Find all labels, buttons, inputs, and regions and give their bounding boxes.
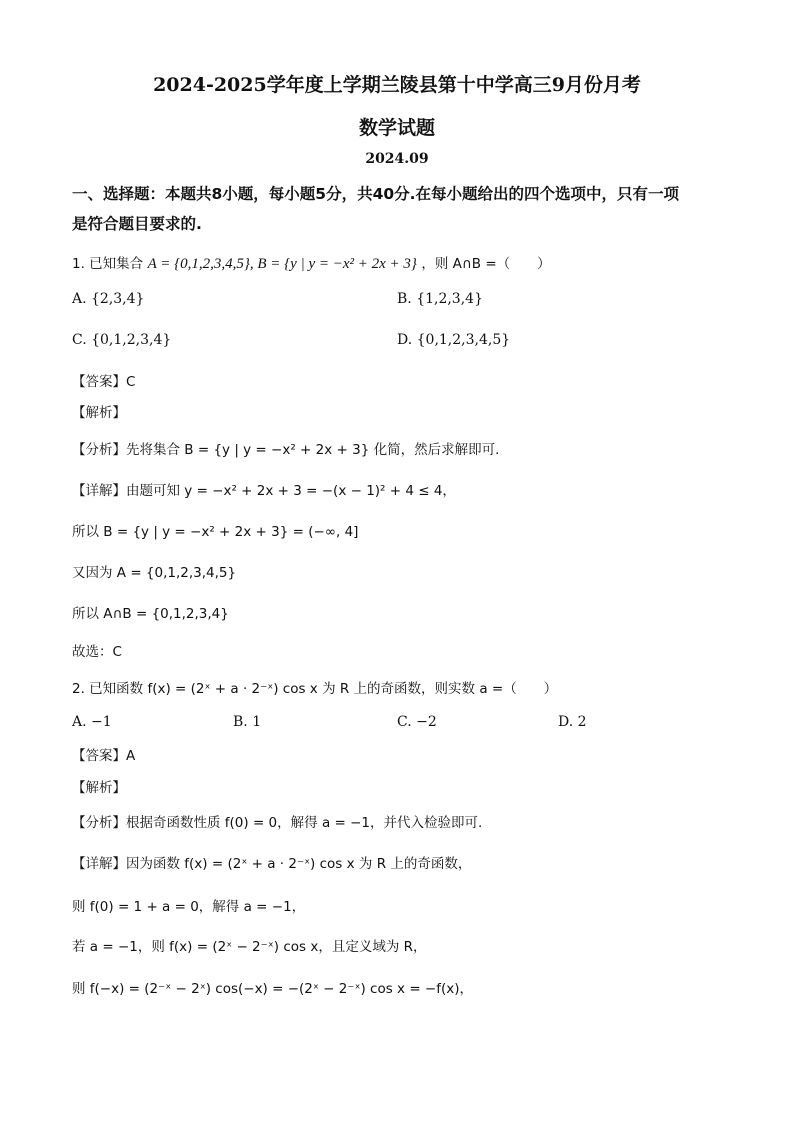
q1-solution-step3: 所以 A∩B = {0,1,2,3,4} [72, 606, 229, 622]
q2-analysis-summary: 【分析】根据奇函数性质 f(0) = 0，解得 a = −1，并代入检验即可. [72, 815, 483, 831]
q1-solution-step2: 又因为 A = {0,1,2,3,4,5} [72, 565, 237, 581]
q2-option-a: A. −1 [72, 714, 112, 730]
q1-solution-detail: 【详解】由题可知 y = −x² + 2x + 3 = −(x − 1)² + 4 ≤ 4， [72, 483, 456, 499]
document-date: 2024.09 [365, 151, 429, 167]
q2-option-b: B. 1 [233, 714, 262, 730]
q2-analysis-label: 【解析】 [72, 780, 126, 796]
q1-stem-math: A = {0,1,2,3,4,5}, B = {y | y = −x² + 2x + 3} [147, 256, 417, 272]
q1-analysis-summary: 【分析】先将集合 B = {y | y = −x² + 2x + 3} 化简，然后求解即可. [72, 442, 500, 458]
section-heading-line2: 是符合题目要求的. [72, 215, 202, 233]
section-heading-line1: 一、选择题：本题共8小题，每小题5分，共40分.在每小题给出的四个选项中，只有一项 [72, 185, 680, 203]
q2-option-c: C. −2 [397, 714, 437, 730]
q1-option-c: C. {0,1,2,3,4} [72, 332, 172, 348]
q1-solution-step1: 所以 B = {y | y = −x² + 2x + 3} = (−∞, 4] [72, 524, 359, 540]
document-subtitle: 数学试题 [358, 117, 435, 139]
q2-solution-detail: 【详解】因为函数 f(x) = (2ˣ + a · 2⁻ˣ) cos x 为 R 上的奇函数， [72, 856, 472, 872]
q1-stem [72, 252, 551, 273]
q1-stem-prefix: 1. 已知集合 [72, 256, 144, 272]
q2-stem: 2. 已知函数 f(x) = (2ˣ + a · 2⁻ˣ) cos x 为 R 上的奇函数，则实数 a =（ ） [72, 681, 558, 697]
q2-solution-step1: 则 f(0) = 1 + a = 0，解得 a = −1， [72, 899, 306, 915]
q2-answer: 【答案】A [72, 748, 136, 764]
q1-option-b: B. {1,2,3,4} [397, 291, 483, 307]
q2-solution-step2: 若 a = −1，则 f(x) = (2ˣ − 2⁻ˣ) cos x，且定义域为 R， [72, 939, 427, 955]
q2-solution-step3: 则 f(−x) = (2⁻ˣ − 2ˣ) cos(−x) = −(2ˣ − 2⁻ˣ) cos x = −f(x)， [72, 981, 474, 997]
q1-option-d: D. {0,1,2,3,4,5} [397, 332, 511, 348]
q1-stem-suffix: ，则 A∩B =（ ） [421, 256, 551, 272]
q2-option-d: D. 2 [558, 714, 587, 730]
q1-answer: 【答案】C [72, 374, 136, 390]
q1-analysis-label: 【解析】 [72, 405, 126, 421]
document-title: 2024-2025学年度上学期兰陵县第十中学高三9月份月考 [153, 74, 641, 96]
q1-final-choice: 故选：C [72, 644, 122, 660]
q1-option-a: A. {2,3,4} [72, 291, 145, 307]
